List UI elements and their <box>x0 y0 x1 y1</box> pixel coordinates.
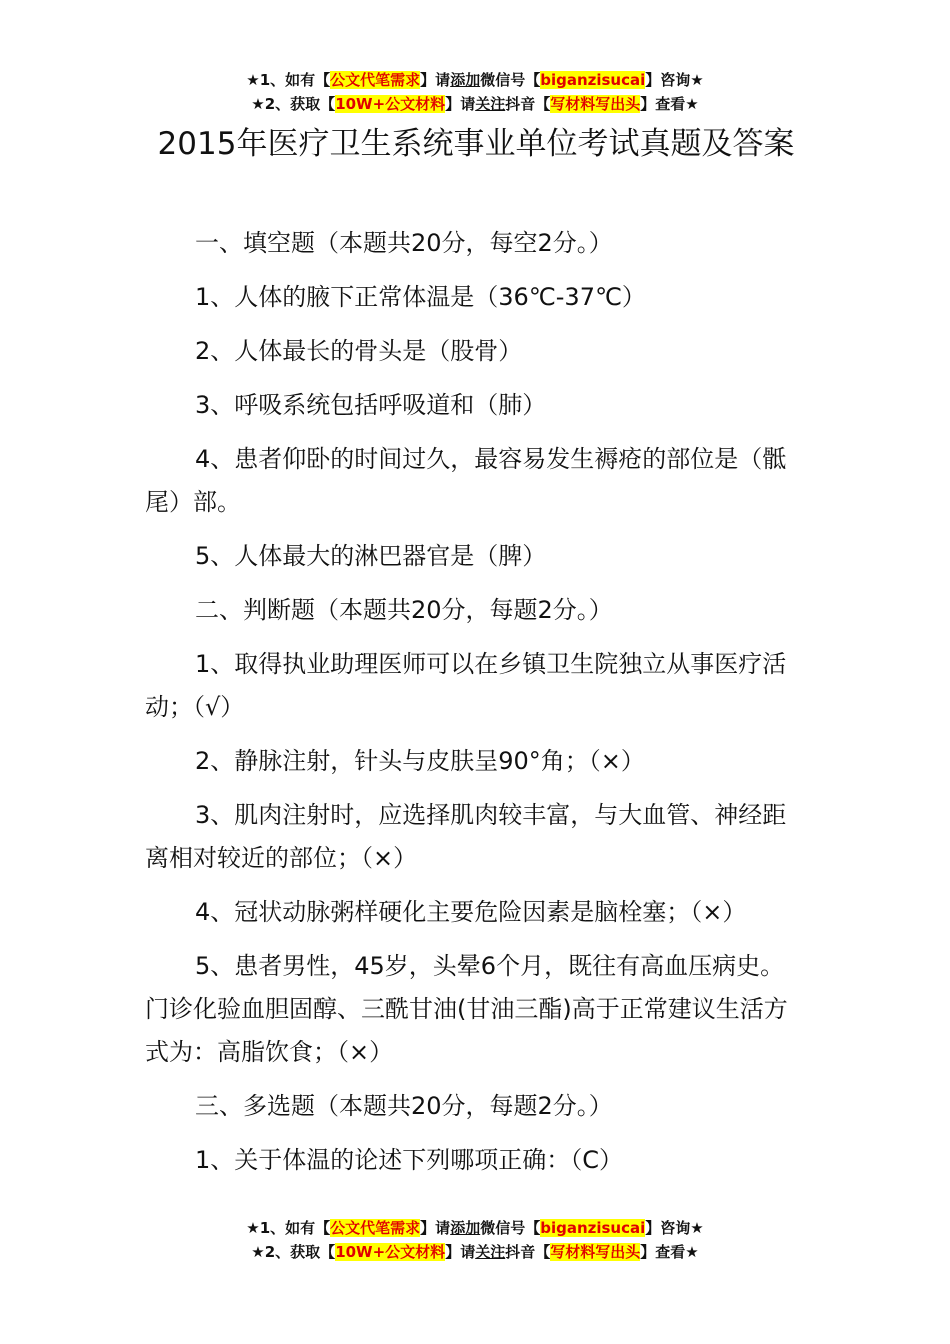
promo-underline: 关注 <box>475 95 506 113</box>
promo-line-2 <box>0 1240 950 1264</box>
promo-highlight: 10W+公文材料 <box>335 1243 446 1261</box>
promo-text: 微信号【 <box>480 71 541 89</box>
promo-text: 抖音【 <box>505 95 551 113</box>
document-title: 2015年医疗卫生系统事业单位考试真题及答案 <box>157 126 795 162</box>
question-item: 1、关于体温的论述下列哪项正确：（C） <box>195 1146 624 1174</box>
promo-highlight: biganzisucai <box>540 1219 646 1237</box>
question-item: 4、患者仰卧的时间过久，最容易发生褥疮的部位是（骶尾）部。 <box>145 445 787 516</box>
question-item: 5、人体最大的淋巴器官是（脾） <box>195 542 547 570</box>
section-heading: 三、多选题（本题共20分，每题2分。） <box>195 1092 613 1120</box>
promo-highlight: biganzisucai <box>540 71 646 89</box>
question-item: 3、呼吸系统包括呼吸道和（肺） <box>195 391 547 419</box>
promo-text: ★1、如有【 <box>246 1219 331 1237</box>
promo-line-1 <box>0 68 950 92</box>
promo-highlight: 写材料写出头 <box>550 95 641 113</box>
promo-line-2 <box>0 92 950 116</box>
footer-promo-banner <box>0 1216 950 1264</box>
question-item: 3、肌肉注射时，应选择肌肉较丰富，与大血管、神经距离相对较近的部位；（×） <box>145 801 787 872</box>
promo-text: 抖音【 <box>505 1243 551 1261</box>
promo-text: ★2、获取【 <box>251 1243 336 1261</box>
promo-text: 】查看★ <box>640 95 699 113</box>
promo-text: 】请 <box>420 1219 451 1237</box>
question-item: 2、人体最长的骨头是（股骨） <box>195 337 523 365</box>
promo-text: 】请 <box>445 95 476 113</box>
promo-text: ★2、获取【 <box>251 95 336 113</box>
promo-text: 】请 <box>420 71 451 89</box>
section-heading: 二、判断题（本题共20分，每题2分。） <box>195 596 613 624</box>
promo-line-1 <box>0 1216 950 1240</box>
promo-text: 微信号【 <box>480 1219 541 1237</box>
promo-text: 】咨询★ <box>645 71 704 89</box>
promo-highlight: 公文代笔需求 <box>330 71 421 89</box>
promo-highlight: 公文代笔需求 <box>330 1219 421 1237</box>
promo-underline: 关注 <box>475 1243 506 1261</box>
promo-underline: 添加 <box>450 71 481 89</box>
promo-highlight: 写材料写出头 <box>550 1243 641 1261</box>
promo-highlight: 10W+公文材料 <box>335 95 446 113</box>
section-heading: 一、填空题（本题共20分，每空2分。） <box>195 229 613 257</box>
promo-text: 】查看★ <box>640 1243 699 1261</box>
question-item: 2、静脉注射，针头与皮肤呈90°角；（×） <box>195 747 645 775</box>
question-item: 1、人体的腋下正常体温是（36℃-37℃） <box>195 283 646 311</box>
question-item: 1、取得执业助理医师可以在乡镇卫生院独立从事医疗活动；（√） <box>145 650 787 721</box>
promo-text: 】请 <box>445 1243 476 1261</box>
question-item: 4、冠状动脉粥样硬化主要危险因素是脑栓塞；（×） <box>195 898 747 926</box>
document-body <box>145 222 807 1193</box>
promo-text: ★1、如有【 <box>246 71 331 89</box>
promo-text: 】咨询★ <box>645 1219 704 1237</box>
question-item: 5、患者男性，45岁，头晕6个月，既往有高血压病史。门诊化验血胆固醇、三酰甘油(甘油三酯)高于正常建议生活方式为：高脂饮食；（×） <box>145 952 788 1066</box>
header-promo-banner <box>0 68 950 116</box>
promo-underline: 添加 <box>450 1219 481 1237</box>
